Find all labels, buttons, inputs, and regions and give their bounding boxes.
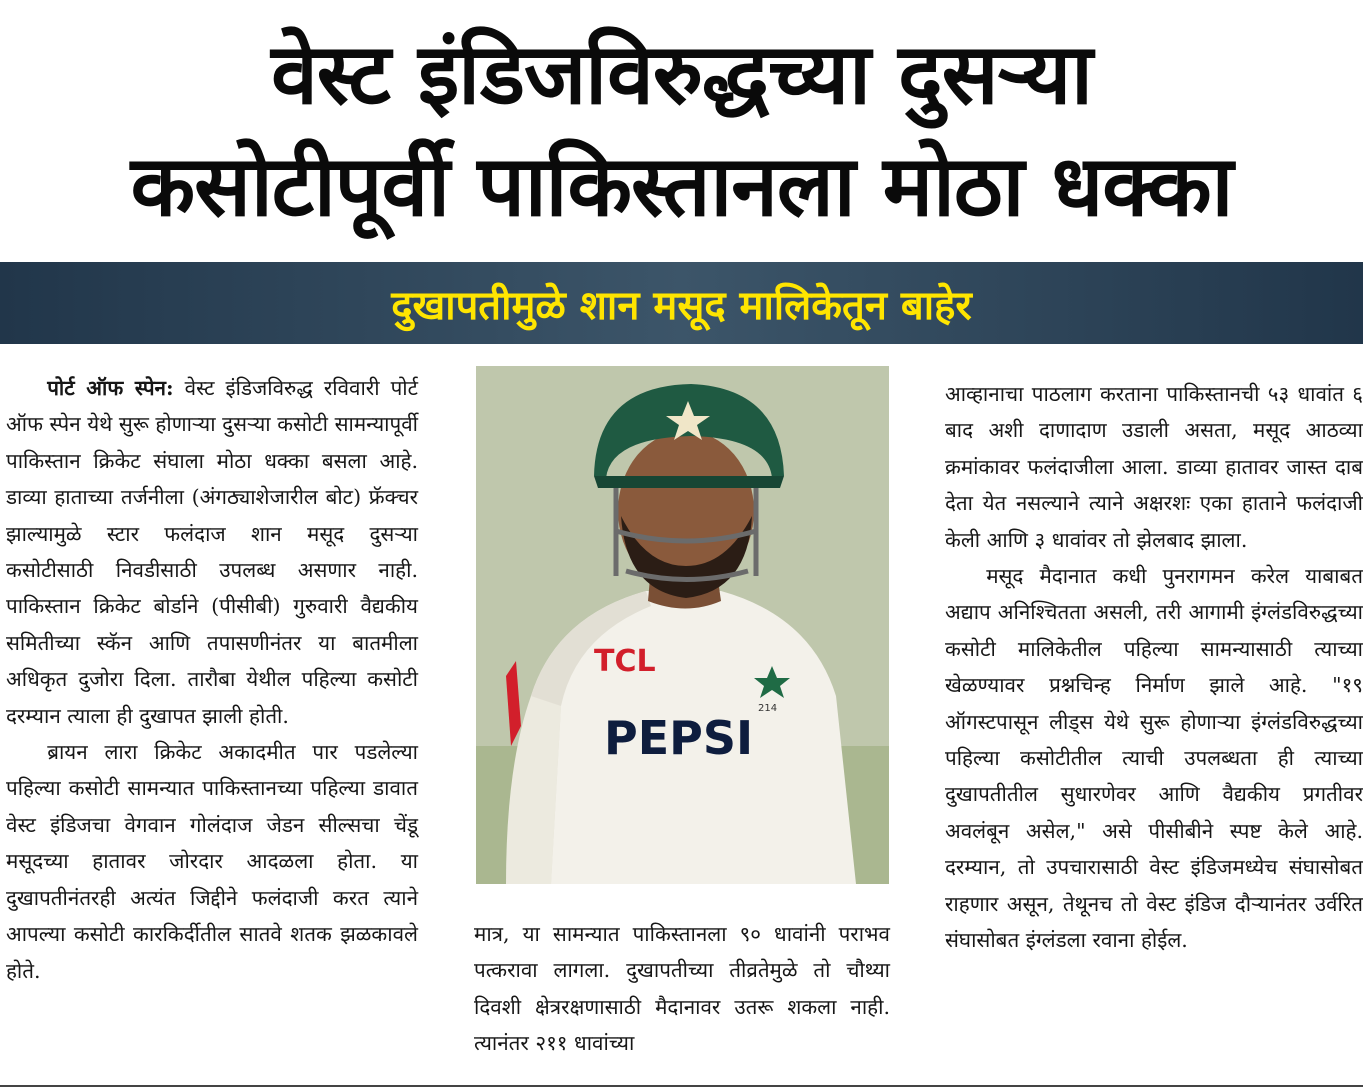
subheadline: दुखापतीमुळे शान मसूद मालिकेतून बाहेर (391, 282, 972, 329)
article-paragraph: मात्र, या सामन्यात पाकिस्तानला ९० धावांनी पराभव पत्करावा लागला. दुखापतीच्या तीव्रतेमुळे तो चौथ्या दिवशी क्षेत्ररक्षणासाठी मैदानावर उतरू शकला नाही. त्यानंतर २११ धावांच्या (474, 922, 890, 1056)
jersey-sponsor-pepsi: PEPSI (604, 711, 754, 765)
jersey-number: 214 (758, 703, 778, 714)
headline (0, 0, 1363, 262)
dateline: पोर्ट ऑफ स्पेन: (47, 376, 174, 400)
article-paragraph: आव्हानाचा पाठलाग करताना पाकिस्तानची ५३ धावांत ६ बाद अशी दाणादाण उडाली असता, मसूद आठव्या क्रमांकावर फलंदाजीला आला. डाव्या हातावर जास्त दाब देता येत नसल्याने त्याने अक्षरशः एका हाताने फलंदाजी केली आणि ३ धावांवर तो झेलबाद झाला. (945, 382, 1363, 552)
article-column-left (6, 370, 418, 989)
article-paragraph: ब्रायन लारा क्रिकेट अकादमीत पार पडलेल्या पहिल्या कसोटी सामन्यात पाकिस्तानच्या पहिल्या डावात वेस्ट इंडिजचा वेगवान गोलंदाज जेडन सील्सचा चेंडू मसूदच्या हातावर जोरदार आदळला होता. या दुखापतीनंतरही अत्यंत जिद्दीने फलंदाजी करत त्याने आपल्या कसोटी कारकिर्दीतील सातवे शतक झळकावले होते. (6, 740, 418, 983)
bottom-rule (0, 1085, 1363, 1087)
jersey-sponsor-tcl: TCL (594, 644, 656, 679)
article-column-middle (474, 916, 890, 1062)
headline-line-1: वेस्ट इंडिजविरुद्धच्या दुसऱ्या (271, 25, 1092, 123)
cricketer-photo-icon (476, 366, 889, 884)
article-paragraph: मसूद मैदानात कधी पुनरागमन करेल याबाबत अद्याप अनिश्चितता असली, तरी आगामी इंग्लंडविरुद्धच्या कसोटी मालिकेतील पहिल्या सामन्यासाठी त्याच्या खेळण्यावर प्रश्नचिन्ह निर्माण झाले आहे. "१९ ऑगस्टपासून लीड्स येथे सुरू होणाऱ्या इंग्लंडविरुद्धच्या पहिल्या कसोटीतील त्याची उपलब्धता ही त्याच्या दुखापतीतील सुधारणेवर आणि वैद्यकीय प्रगतीवर अवलंबून असेल," असे पीसीबीने स्पष्ट केले आहे. दरम्यान, तो उपचारासाठी वेस्ट इंडिजमध्येच संघासोबत राहणार असून, तेथूनच तो वेस्ट इंडिज दौऱ्यानंतर उर्वरित संघासोबत इंग्लंडला रवाना होईल. (945, 564, 1363, 953)
headline-line-2: कसोटीपूर्वी पाकिस्तानला मोठा धक्का (130, 137, 1233, 235)
player-photo (476, 366, 889, 884)
article-column-right (945, 376, 1363, 959)
paragraph-text: वेस्ट इंडिजविरुद्ध रविवारी पोर्ट ऑफ स्पेन येथे सुरू होणाऱ्या दुसऱ्या कसोटी सामन्यापूर्वी पाकिस्तान क्रिकेट संघाला मोठा धक्का बसला आहे. डाव्या हाताच्या तर्जनीला (अंगठ्याशेजारील बोट) फ्रॅक्चर झाल्यामुळे स्टार फलंदाज शान मसूद दुसऱ्या कसोटीसाठी निवडीसाठी उपलब्ध असणार नाही. पाकिस्तान क्रिकेट बोर्डाने (पीसीबी) गुरुवारी वैद्यकीय समितीच्या स्कॅन आणि तपासणीनंतर या बातमीला अधिकृत दुजोरा दिला. तारौबा येथील पहिल्या कसोटी दरम्यान त्याला ही दुखापत झाली होती. (6, 376, 419, 728)
subheadline-banner (0, 262, 1363, 344)
article-paragraph (6, 370, 418, 734)
